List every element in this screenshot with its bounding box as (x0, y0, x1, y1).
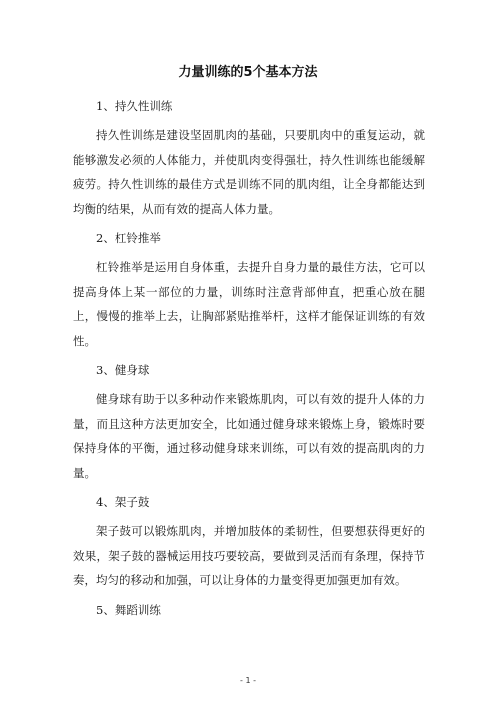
page-number: - 1 - (240, 676, 256, 685)
section-paragraph: 架子鼓可以锻炼肌肉，并增加肢体的柔韧性，但要想获得更好的效果，架子鼓的器械运用技巧要较高，要做到灵活而有条理，保持节奏，均匀的移动和加强，可以让身体的力量变得更加强更加有效。 (73, 524, 425, 587)
section-heading: 2、杠铃推举 (96, 231, 161, 245)
section-paragraph: 持久性训练是建设坚固肌肉的基础，只要肌肉中的重复运动，就能够激发必须的人体能力，并使肌肉变得强壮，持久性训练也能缓解疲劳。持久性训练的最佳方式是训练不同的肌肉组，让全身都能达到均衡的结果，从而有效的提高人体力量。 (73, 128, 425, 216)
section-heading: 1、持久性训练 (96, 99, 173, 113)
section-heading: 3、健身球 (96, 363, 150, 377)
section-paragraph: 杠铃推举是运用自身体重，去提升自身力量的最佳方法，它可以提高身体上某一部位的力量，训练时注意背部伸直，把重心放在腿上，慢慢的推举上去，让胸部紧贴推举杆，这样才能保证训练的有效性。 (73, 260, 425, 348)
section-5 (73, 602, 425, 618)
section-3 (73, 362, 425, 485)
section-paragraph: 健身球有助于以多种动作来锻炼肌肉，可以有效的提升人体的力量，而且这种方法更加安全，比如通过健身球来锻炼上身，锻炼时要保持身体的平衡，通过移动健身球来训练，可以有效的提高肌肉的力量。 (73, 392, 425, 480)
section-heading: 5、舞蹈训练 (96, 602, 161, 617)
document-content (73, 98, 425, 627)
section-1 (73, 98, 425, 221)
section-heading: 4、架子鼓 (96, 495, 150, 509)
section-2 (73, 230, 425, 353)
document-title: 力量训练的5个基本方法 (178, 65, 318, 80)
section-4 (73, 494, 425, 593)
